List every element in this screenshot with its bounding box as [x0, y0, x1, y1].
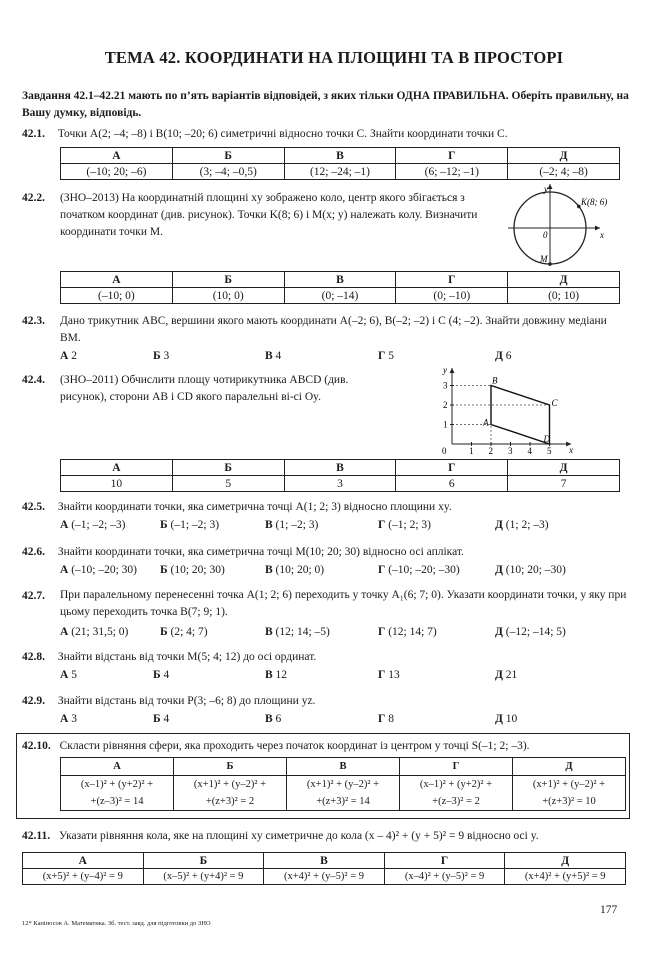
answer-cell: (6; –12; –1): [396, 164, 508, 180]
answer-letter: Б: [174, 758, 287, 776]
option-letter: Б: [153, 669, 161, 681]
option-value: (–10; –20; –30): [388, 564, 460, 576]
option-letter: А: [60, 713, 69, 725]
options-42-3: [60, 350, 555, 362]
task-42-1: [22, 126, 632, 142]
vertex-c-label: C: [551, 398, 558, 408]
answer-cell: (0; 10): [508, 288, 620, 304]
y-tick-label: 3: [443, 380, 448, 391]
y-axis-label: y: [443, 365, 447, 375]
answer-cell: [400, 776, 513, 811]
answer-cell: 5: [172, 476, 284, 492]
answer-table-42-4: [60, 459, 620, 492]
equation-line: (x+1)² + (y–2)² +: [306, 779, 380, 790]
answer-letter: А: [61, 460, 173, 476]
option-value: 4: [163, 669, 170, 681]
option-letter: В: [265, 519, 273, 531]
answer-cell: (–10; 20; –6): [61, 164, 173, 180]
option-value: 12: [275, 669, 288, 681]
answer-letter: Б: [172, 272, 284, 288]
answer-letter: Б: [172, 148, 284, 164]
answer-cell: 10: [61, 476, 173, 492]
task-number: 42.6.: [22, 546, 45, 558]
task-text: Знайти координати точки, яка симетрична точці A(1; 2; 3) відносно площини xy.: [57, 501, 452, 513]
answer-letter: Б: [143, 853, 264, 869]
answer-letter: Г: [396, 272, 508, 288]
options-42-9: [60, 713, 555, 725]
option-value: 6: [505, 350, 512, 362]
task-text: Знайти координати точки, яка симетрична точці M(10; 20; 30) відносно осі аплікат.: [57, 546, 464, 558]
answer-letter: Д: [513, 758, 626, 776]
option-value: 3: [163, 350, 170, 362]
answer-letter: В: [284, 272, 396, 288]
x-tick-label: 3: [508, 446, 513, 456]
page-title: ТЕМА 42. КООРДИНАТИ НА ПЛОЩИНІ ТА В ПРОСТОРІ: [104, 48, 564, 67]
option-letter: Г: [378, 626, 386, 638]
answer-cell: (–2; 4; –8): [508, 164, 620, 180]
answer-letter: А: [61, 272, 173, 288]
option-letter: Д: [495, 350, 503, 362]
task-number: 42.7.: [22, 590, 45, 602]
option-letter: А: [60, 564, 69, 576]
answer-cell: [513, 776, 626, 811]
answer-letter: А: [61, 758, 174, 776]
point-k-label: K(8; 6): [581, 197, 608, 207]
answer-table-42-11: [22, 852, 626, 885]
option-letter: Б: [160, 564, 168, 576]
equation-line: +(z+3)² = 10: [542, 796, 596, 807]
answer-letter: Г: [396, 460, 508, 476]
task-text: Знайти відстань від точки P(3; –6; 8) до площини yz.: [57, 695, 316, 707]
task-42-9: [22, 693, 315, 709]
answer-cell: (0; –10): [396, 288, 508, 304]
option-letter: В: [265, 713, 273, 725]
option-letter: Д: [495, 519, 503, 531]
option-value: 5: [71, 669, 77, 681]
x-tick-label: 1: [469, 446, 474, 456]
answer-cell: (x+4)² + (y–5)² = 9: [264, 869, 385, 885]
vertex-b-label: B: [492, 375, 498, 386]
option-value: (10; 20; 30): [170, 564, 225, 576]
option-letter: Б: [160, 626, 168, 638]
y-axis-arrow: [450, 368, 455, 373]
answer-cell: (x+5)² + (y–4)² = 9: [23, 869, 144, 885]
option-value: 5: [388, 350, 394, 362]
option-value: (–1; –2; –3): [71, 519, 126, 531]
options-42-5: [60, 519, 595, 531]
answer-cell: (10; 0): [172, 288, 284, 304]
option-letter: Д: [495, 713, 503, 725]
option-letter: Б: [153, 350, 161, 362]
option-value: 4: [163, 713, 170, 725]
task-text: Дано трикутник ABC, вершини якого мають координати A(–2; 6), B(–2; –2) і C (4; –2). Знайти довжину медіани BM.: [60, 315, 607, 344]
task-text: Точки A(2; –4; –8) і B(10; –20; 6) симетричні відносно точки C. Знайти координати точки C.: [57, 128, 508, 140]
task-text: Скласти рівняння сфери, яка проходить через початок координат із центром у точці S(–1; 2; –3).: [59, 740, 530, 752]
quadrilateral-abcd: [491, 386, 550, 445]
answer-letter: Д: [505, 853, 626, 869]
task-number: 42.5.: [22, 501, 45, 513]
option-letter: Б: [153, 713, 161, 725]
option-value: (1; 2; –3): [505, 519, 549, 531]
answer-cell: (x–5)² + (y+4)² = 9: [143, 869, 264, 885]
x-tick-label: 2: [488, 446, 493, 456]
answer-letter: Д: [508, 148, 620, 164]
option-value: 21: [505, 669, 518, 681]
task-42-6: [22, 544, 464, 560]
task-text: Знайти відстань від точки M(5; 4; 12) до осі ординат.: [57, 651, 317, 663]
answer-cell: (0; –14): [284, 288, 396, 304]
task-text: (ЗНО–2013) На координатній площині xy зображено коло, центр якого збігається з початком координат (див. рисунок). Точки K(8; 6) і M(x; y) належать колу. Визначити координати точки M.: [60, 192, 478, 238]
option-letter: В: [265, 564, 273, 576]
option-letter: А: [60, 626, 69, 638]
answer-cell: 7: [508, 476, 620, 492]
equation-line: +(z+3)² = 2: [205, 796, 255, 807]
option-value: (–12; –14; 5): [505, 626, 566, 638]
equation-line: +(z–3)² = 14: [90, 796, 144, 807]
vertex-a-label: A: [483, 417, 489, 428]
answer-cell: (3; –4; –0,5): [172, 164, 284, 180]
option-letter: Б: [160, 519, 168, 531]
task-number: 42.11.: [22, 830, 51, 842]
answer-cell: [174, 776, 287, 811]
option-letter: А: [60, 669, 69, 681]
task-number: 42.4.: [22, 374, 45, 386]
equation-line: +(z–3)² = 2: [432, 796, 480, 807]
option-letter: Г: [378, 564, 386, 576]
answer-cell: (x+4)² + (y+5)² = 9: [505, 869, 626, 885]
option-value: (1; –2; 3): [275, 519, 319, 531]
task-number: 42.10.: [22, 740, 51, 752]
task-number: 42.3.: [22, 315, 45, 327]
answer-table-42-1: [60, 147, 620, 180]
option-letter: Д: [495, 669, 503, 681]
y-tick-label: 2: [443, 400, 448, 410]
option-letter: Д: [495, 564, 503, 576]
answer-cell: [61, 776, 174, 811]
option-letter: В: [265, 350, 273, 362]
equation-line: (x–1)² + (y+2)² +: [80, 779, 154, 790]
circle-figure: [500, 180, 630, 270]
answer-cell: (–10; 0): [61, 288, 173, 304]
y-axis-label: y: [544, 184, 548, 194]
quadrilateral-figure: [438, 364, 578, 456]
task-42-8: [22, 649, 316, 665]
option-value: (–10; –20; 30): [71, 564, 137, 576]
answer-letter: Д: [508, 460, 620, 476]
equation-line: +(z+3)² = 14: [316, 796, 370, 807]
task-42-11: [22, 828, 637, 844]
option-value: (–1; –2; 3): [170, 519, 220, 531]
option-value: (10; 20; 0): [275, 564, 325, 576]
task-text: Указати рівняння кола, яке на площині xy симетричне до кола (x – 4)² + (y + 5)² = 9 відносно осі y.: [59, 830, 539, 842]
answer-cell: 6: [396, 476, 508, 492]
task-number: 42.8.: [22, 651, 45, 663]
answer-letter: Г: [384, 853, 505, 869]
option-letter: В: [265, 626, 273, 638]
answer-letter: Г: [396, 148, 508, 164]
instructions: Завдання 42.1–42.21 мають по п’ять варіантів відповідей, з яких тільки ОДНА ПРАВИЛЬНА. Оберіть правильну, на Вашу думку, відповідь.: [22, 90, 629, 119]
options-42-6: [60, 564, 595, 576]
answer-letter: В: [284, 148, 396, 164]
option-letter: Г: [378, 350, 386, 362]
x-axis-label: x: [569, 445, 574, 455]
y-tick-label: 1: [443, 419, 448, 430]
vertex-d-label: D: [543, 434, 550, 444]
answer-cell: (12; –24; –1): [284, 164, 396, 180]
option-letter: А: [60, 519, 69, 531]
answer-table-42-10: [60, 757, 626, 811]
answer-letter: Г: [400, 758, 513, 776]
option-value: 4: [275, 350, 282, 362]
task-number: 42.2.: [22, 192, 45, 204]
answer-letter: В: [264, 853, 385, 869]
answer-cell: 3: [284, 476, 396, 492]
equation-line: (x–1)² + (y+2)² +: [419, 779, 493, 790]
x-axis-label: x: [600, 230, 604, 240]
option-value: 2: [71, 350, 77, 362]
footer-note: 12* Капіносов А. Математика. Зб. тест. завд. для підготовки до ЗНО: [22, 920, 211, 927]
task-42-4-number: [22, 372, 45, 388]
answer-cell: (x–4)² + (y–5)² = 9: [384, 869, 505, 885]
task-text: При паралельному перенесенні точка A(1; 2; 6) переходить у точку A₁(6; 7; 0). Указати координати точки, у яку при цьому переходить точка B(7; 9; 1).: [60, 589, 627, 618]
origin-label: 0: [442, 446, 447, 456]
answer-letter: Д: [508, 272, 620, 288]
options-42-7: [60, 626, 595, 638]
option-value: (10; 20; –30): [505, 564, 566, 576]
option-value: 6: [275, 713, 282, 725]
x-tick-label: 4: [527, 446, 532, 456]
option-value: (12; 14; 7): [388, 626, 437, 638]
task-42-10: [22, 738, 632, 754]
task-42-2-number: [22, 190, 45, 206]
origin-label: 0: [543, 230, 548, 240]
option-letter: В: [265, 669, 273, 681]
option-value: (2; 4; 7): [170, 626, 208, 638]
equation-line: (x+1)² + (y–2)² +: [532, 779, 606, 790]
option-value: 8: [388, 713, 394, 725]
options-42-8: [60, 669, 555, 681]
point-m-label: M: [540, 254, 548, 264]
answer-letter: В: [284, 460, 396, 476]
answer-letter: В: [287, 758, 400, 776]
option-letter: Д: [495, 626, 503, 638]
point-m: [548, 262, 552, 266]
answer-letter: А: [23, 853, 144, 869]
option-value: 13: [388, 669, 400, 681]
task-number: 42.1.: [22, 128, 45, 140]
answer-letter: А: [61, 148, 173, 164]
page-number: 177: [600, 904, 618, 916]
option-value: (–1; 2; 3): [388, 519, 432, 531]
answer-cell: [287, 776, 400, 811]
option-letter: Г: [378, 669, 386, 681]
answer-letter: Б: [172, 460, 284, 476]
option-value: 3: [71, 713, 77, 725]
x-tick-label: 5: [547, 446, 552, 456]
option-letter: А: [60, 350, 69, 362]
task-42-3-number: [22, 313, 45, 329]
task-number: 42.9.: [22, 695, 45, 707]
option-value: (12; 14; –5): [275, 626, 330, 638]
option-letter: Г: [378, 519, 386, 531]
answer-table-42-2: [60, 271, 620, 304]
task-text: (ЗНО–2011) Обчислити площу чотирикутника ABCD (див. рисунок), сторони AB і CD якого паралельні ві-сі Oy.: [60, 374, 349, 403]
task-42-5: [22, 499, 452, 515]
task-42-7-number: [22, 588, 45, 604]
option-value: 10: [505, 713, 518, 725]
option-value: (21; 31,5; 0): [71, 626, 129, 638]
equation-line: (x+1)² + (y–2)² +: [193, 779, 267, 790]
option-letter: Г: [378, 713, 386, 725]
